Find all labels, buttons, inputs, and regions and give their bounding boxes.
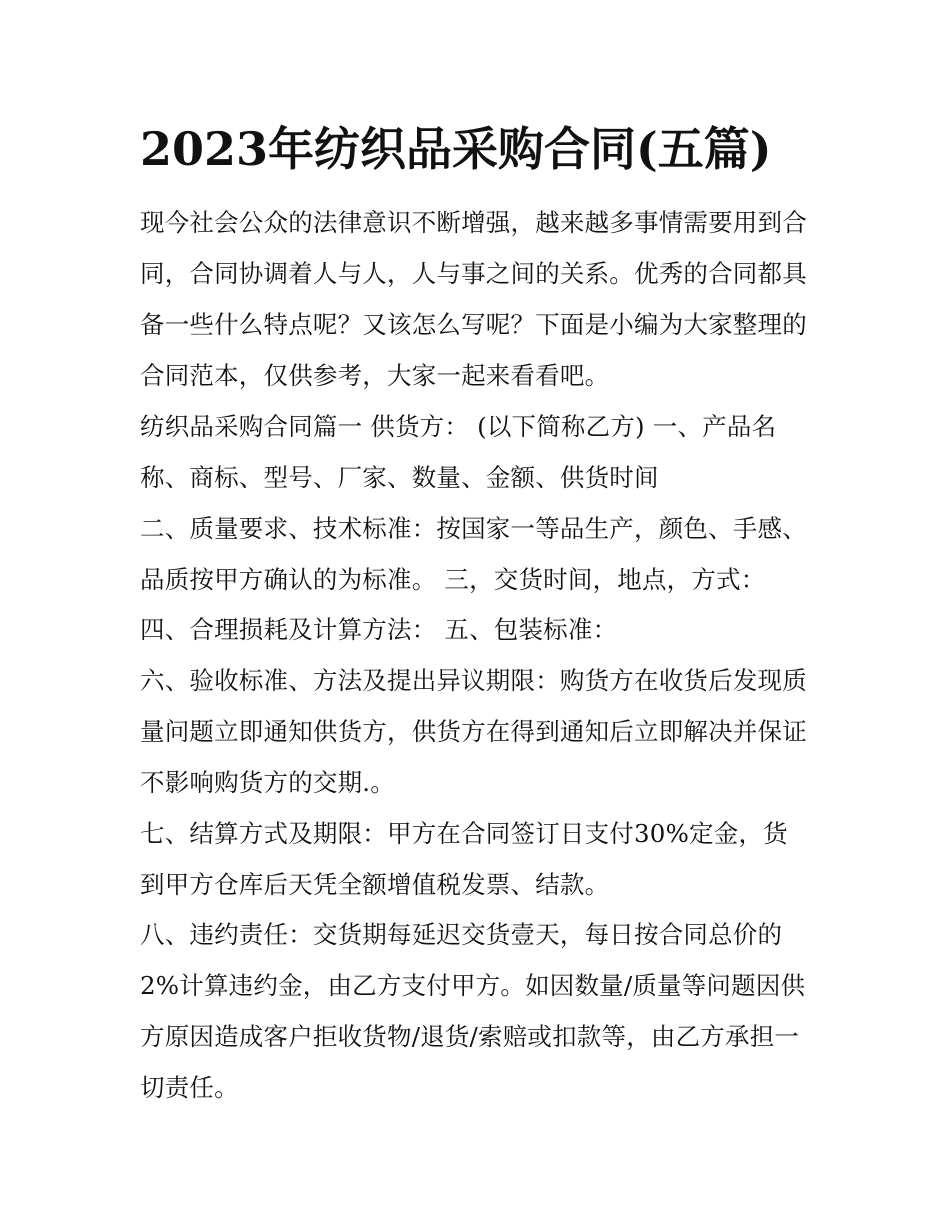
- paragraph-line: 同，合同协调着人与人，人与事之间的关系。优秀的合同都具: [140, 259, 807, 288]
- paragraph-line: 品质按甲方确认的为标准。 三，交货时间，地点，方式：: [140, 565, 766, 594]
- paragraph-line: 七、结算方式及期限：甲方在合同签订日支付30%定金，货: [140, 819, 788, 848]
- paragraph-line: 合同范本，仅供参考，大家一起来看看吧。: [140, 361, 610, 390]
- paragraph-line: 不影响购货方的交期.。: [140, 768, 395, 797]
- paragraph-line: 六、验收标准、方法及提出异议期限：购货方在收货后发现质: [140, 666, 807, 695]
- paragraph-line: 备一些什么特点呢？又该怎么写呢？下面是小编为大家整理的: [140, 310, 807, 339]
- paragraph-line: 纺织品采购合同篇一 供货方： (以下简称乙方) 一、产品名: [140, 412, 777, 441]
- paragraph-line: 四、合理损耗及计算方法： 五、包装标准：: [140, 615, 618, 644]
- paragraph-line: 切责任。: [140, 1073, 239, 1102]
- paragraph-line: 2%计算违约金，由乙方支付甲方。如因数量/质量等问题因供: [140, 971, 806, 1000]
- paragraph-line: 称、商标、型号、厂家、数量、金额、供货时间: [140, 463, 659, 492]
- paragraph-line: 方原因造成客户拒收货物/退货/索赔或扣款等，由乙方承担一: [140, 1022, 800, 1051]
- paragraph-line: 量问题立即通知供货方，供货方在得到通知后立即解决并保证: [140, 717, 807, 746]
- paragraph-line: 到甲方仓库后天凭全额增值税发票、结款。: [140, 870, 610, 899]
- paragraph-line: 现今社会公众的法律意识不断增强，越来越多事情需要用到合: [140, 208, 807, 237]
- document-title: 2023年纺织品采购合同(五篇): [140, 122, 772, 176]
- paragraph-line: 八、违约责任：交货期每延迟交货壹天，每日按合同总价的: [140, 920, 783, 949]
- paragraph-line: 二、质量要求、技术标准：按国家一等品生产，颜色、手感、: [140, 514, 807, 543]
